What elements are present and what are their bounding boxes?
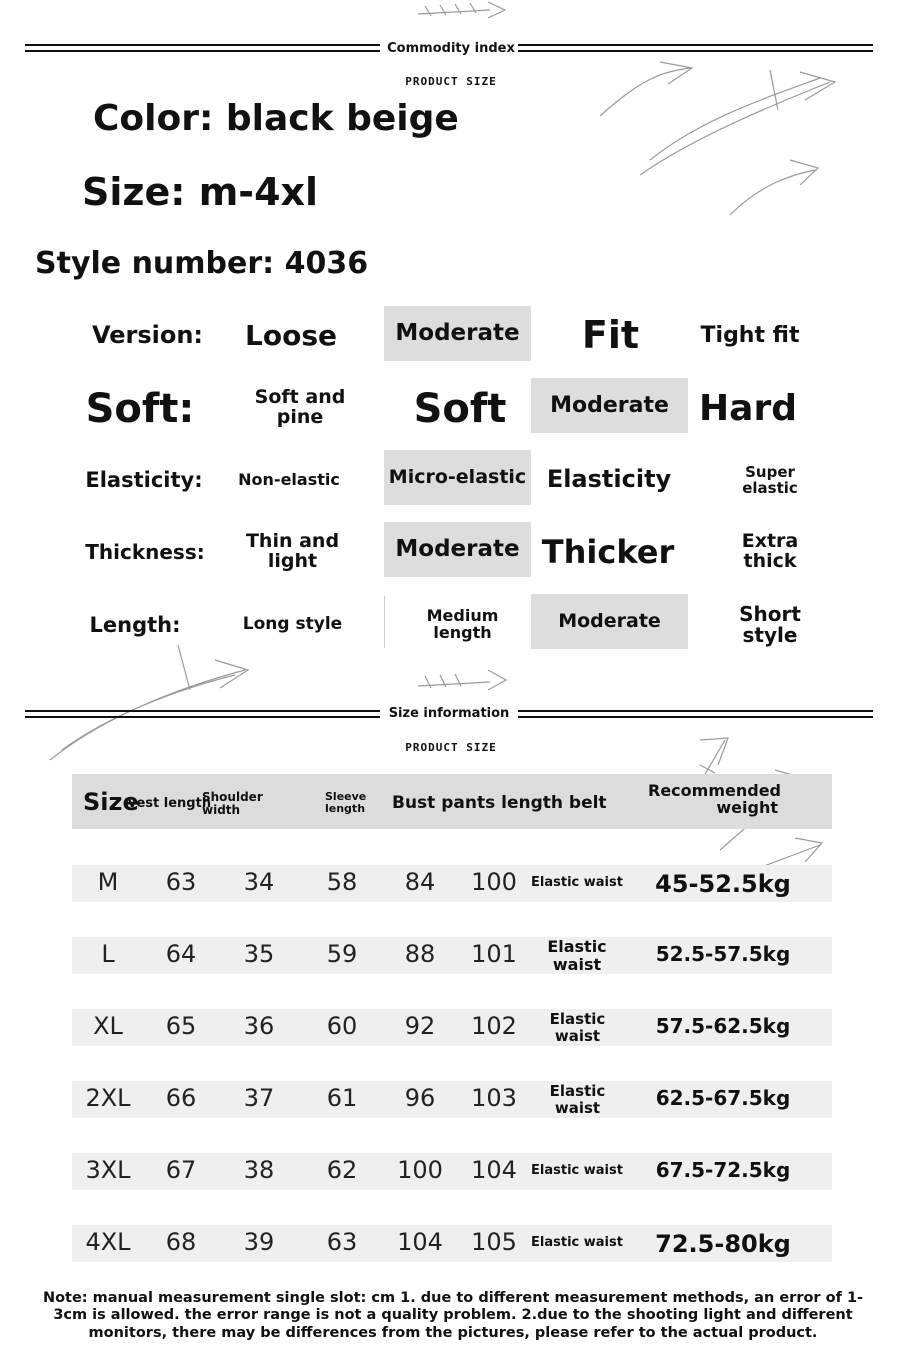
version-fit: Fit	[581, 313, 640, 358]
cell-pants: 105	[471, 1228, 517, 1256]
cell-shoulder: 34	[243, 868, 275, 896]
cell-sleeve: 61	[326, 1084, 358, 1112]
cell-bust: 92	[404, 1012, 436, 1040]
cell-vest: 66	[165, 1084, 197, 1112]
header-rule-left-1	[25, 44, 380, 46]
style-headline: Style number: 4036	[35, 246, 369, 281]
soft-and-pine: Soft and pine	[254, 385, 346, 428]
cell-vest: 63	[165, 868, 197, 896]
version-moderate: Moderate	[384, 306, 531, 361]
cell-sleeve: 62	[326, 1156, 358, 1184]
cell-size: L	[101, 940, 115, 968]
length-long-style: Long style	[242, 614, 343, 635]
cell-belt: Elastic waist	[531, 875, 623, 891]
elasticity-micro-elastic: Micro-elastic	[384, 450, 531, 505]
cell-belt: Elastic waist	[531, 1235, 623, 1251]
commodity-subtitle: PRODUCT SIZE	[405, 75, 497, 88]
cell-weight: 67.5-72.5kg	[655, 1158, 791, 1182]
length-divider	[384, 596, 385, 648]
th-bust-pants-belt: Bust pants length belt	[392, 793, 607, 813]
length-moderate: Moderate	[531, 594, 688, 649]
cell-belt: Elastic waist	[547, 936, 607, 974]
header-rule-left-2	[25, 50, 380, 52]
cell-shoulder: 36	[243, 1012, 275, 1040]
soft-label: Soft:	[85, 386, 195, 432]
soft-hard: Hard	[699, 388, 797, 430]
thickness-moderate: Moderate	[384, 522, 531, 577]
cell-sleeve: 59	[326, 940, 358, 968]
th-shoulder-width: Shoulder width	[202, 790, 263, 817]
elasticity-super-elastic: Super elastic	[742, 462, 798, 497]
size-info-title: Size information	[388, 706, 510, 721]
thickness-thin-light: Thin and light	[245, 530, 340, 572]
cell-sleeve: 58	[326, 868, 358, 896]
size-rule-left-1	[25, 710, 380, 712]
th-size: Size	[83, 788, 139, 816]
header-rule-right-1	[518, 44, 873, 46]
cell-shoulder: 39	[243, 1228, 275, 1256]
cell-shoulder: 38	[243, 1156, 275, 1184]
soft-soft: Soft	[413, 386, 507, 432]
cell-bust: 96	[404, 1084, 436, 1112]
version-tight-fit: Tight fit	[700, 323, 800, 349]
cell-pants: 100	[471, 868, 517, 896]
th-sleeve-length: Sleeve length	[325, 790, 367, 815]
th-recommended-weight: Recommended weight	[648, 781, 781, 817]
size-info-subtitle: PRODUCT SIZE	[405, 741, 497, 754]
cell-vest: 68	[165, 1228, 197, 1256]
cell-bust: 88	[404, 940, 436, 968]
cell-bust: 100	[397, 1156, 443, 1184]
cell-weight: 62.5-67.5kg	[655, 1086, 791, 1110]
cell-pants: 102	[471, 1012, 517, 1040]
length-short-style: Short style	[739, 602, 801, 647]
cell-size: XL	[93, 1012, 123, 1040]
color-headline: Color: black beige	[93, 98, 459, 139]
version-loose: Loose	[245, 319, 337, 353]
cell-weight: 52.5-57.5kg	[655, 942, 791, 966]
cell-shoulder: 37	[243, 1084, 275, 1112]
cell-bust: 104	[397, 1228, 443, 1256]
cell-size: 2XL	[85, 1084, 131, 1112]
version-label: Version:	[91, 321, 204, 350]
header-rule-right-2	[518, 50, 873, 52]
thickness-extra-thick: Extra thick	[741, 530, 799, 572]
note-text: Note: manual measurement single slot: cm 1. due to different measurement methods, an error of 1-3cm is allowed. the error range is not a quality problem. 2.due to the shooting light and different monitors, there may be differences from the pictures, please refer to the actual product.	[42, 1290, 864, 1341]
cell-weight: 72.5-80kg	[655, 1230, 791, 1258]
cell-pants: 103	[471, 1084, 517, 1112]
cell-bust: 84	[404, 868, 436, 896]
cell-pants: 104	[471, 1156, 517, 1184]
cell-size: M	[97, 868, 119, 896]
cell-size: 4XL	[85, 1228, 131, 1256]
cell-size: 3XL	[85, 1156, 131, 1184]
cell-shoulder: 35	[243, 940, 275, 968]
elasticity-non-elastic: Non-elastic	[238, 469, 340, 489]
size-rule-left-2	[25, 716, 380, 718]
cell-pants: 101	[471, 940, 517, 968]
cell-belt: Elastic waist	[531, 1163, 623, 1179]
length-medium-length: Medium length	[426, 606, 499, 642]
cell-vest: 65	[165, 1012, 197, 1040]
cell-vest: 67	[165, 1156, 197, 1184]
commodity-title: Commodity index	[387, 41, 515, 56]
thickness-thicker: Thicker	[541, 533, 675, 572]
cell-belt: Elastic waist	[549, 1010, 606, 1045]
length-label: Length:	[89, 612, 181, 637]
soft-moderate: Moderate	[531, 378, 688, 433]
th-vest-length: vest length	[128, 796, 212, 811]
size-rule-right-2	[518, 716, 873, 718]
thickness-label: Thickness:	[85, 539, 205, 564]
cell-sleeve: 63	[326, 1228, 358, 1256]
elasticity-label: Elasticity:	[85, 467, 203, 492]
cell-weight: 45-52.5kg	[655, 870, 791, 898]
elasticity-elasticity: Elasticity	[546, 465, 672, 494]
cell-belt: Elastic waist	[549, 1082, 606, 1117]
size-headline: Size: m-4xl	[82, 170, 319, 214]
cell-weight: 57.5-62.5kg	[655, 1014, 791, 1038]
size-rule-right-1	[518, 710, 873, 712]
cell-vest: 64	[165, 940, 197, 968]
cell-sleeve: 60	[326, 1012, 358, 1040]
